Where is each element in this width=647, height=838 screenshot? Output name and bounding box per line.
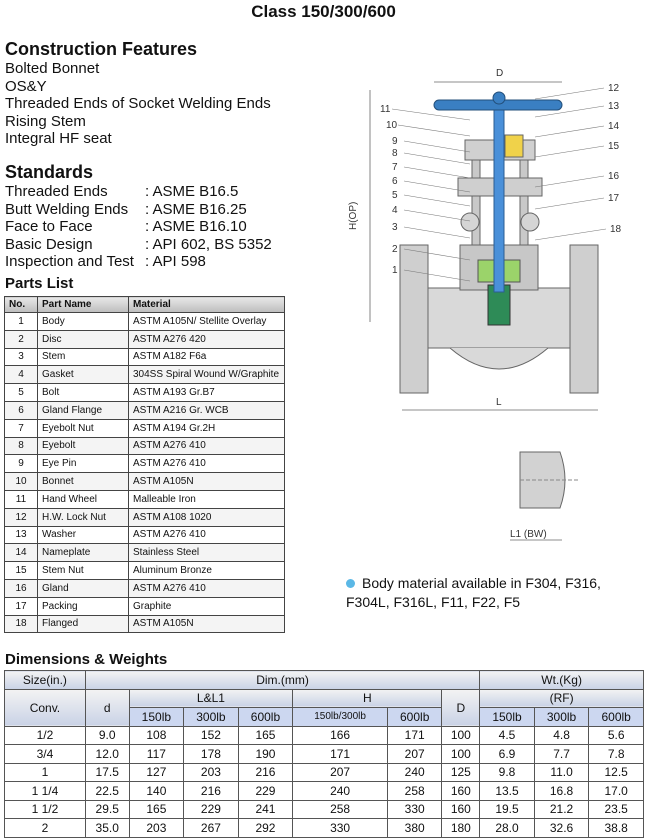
- parts-cell: H.W. Lock Nut: [38, 508, 129, 526]
- standard-row: [5, 253, 272, 271]
- callout-10: 10: [386, 120, 398, 131]
- leader-line: [535, 146, 604, 157]
- parts-cell: 4: [5, 366, 38, 384]
- standard-row: [5, 201, 272, 219]
- parts-row: [5, 473, 285, 491]
- dims-cell: 267: [184, 819, 239, 838]
- construction-item: Rising Stem: [5, 112, 86, 130]
- dims-cell: 9.8: [480, 763, 535, 782]
- parts-cell: Gland: [38, 579, 129, 597]
- callout-13: 13: [608, 101, 620, 112]
- dims-cell: 127: [129, 763, 184, 782]
- parts-cell: ASTM A276 410: [129, 579, 285, 597]
- parts-row: [5, 384, 285, 402]
- label-l1: L1 (BW): [510, 529, 547, 540]
- dims-cell: 2: [5, 819, 86, 838]
- rf-header: (RF): [480, 689, 644, 708]
- parts-cell: Packing: [38, 597, 129, 615]
- callout-2: 2: [392, 244, 398, 255]
- callout-8: 8: [392, 148, 398, 159]
- parts-cell: 11: [5, 490, 38, 508]
- parts-cell: Eyebolt: [38, 437, 129, 455]
- dims-cell: 241: [238, 800, 293, 819]
- parts-row: [5, 330, 285, 348]
- d-small-header: d: [85, 689, 129, 726]
- dims-cell: 13.5: [480, 782, 535, 801]
- callout-3: 3: [392, 222, 398, 233]
- dim-sub-header: 600lb: [589, 708, 644, 727]
- parts-cell: Bonnet: [38, 473, 129, 491]
- dims-cell: 1 1/2: [5, 800, 86, 819]
- dims-cell: 3/4: [5, 745, 86, 764]
- parts-row: [5, 526, 285, 544]
- parts-cell: ASTM A105N: [129, 615, 285, 633]
- leader-line: [535, 88, 604, 99]
- parts-row: [5, 508, 285, 526]
- dims-cell: 16.8: [534, 782, 589, 801]
- parts-row: [5, 597, 285, 615]
- construction-item: Threaded Ends of Socket Welding Ends: [5, 95, 271, 112]
- callout-9: 9: [392, 136, 398, 147]
- standard-value: : ASME B16.5: [145, 183, 239, 200]
- callout-6: 6: [392, 176, 398, 187]
- dims-cell: 330: [293, 819, 388, 838]
- dims-cell: 207: [387, 745, 442, 764]
- lock-nut: [493, 92, 505, 104]
- parts-cell: 14: [5, 544, 38, 562]
- dim-sub-header: 150lb/300lb: [293, 708, 388, 727]
- dims-cell: 4.5: [480, 726, 535, 745]
- callout-18: 18: [610, 224, 622, 235]
- leader-line: [392, 109, 470, 120]
- standard-name: Inspection and Test: [5, 253, 134, 270]
- dims-row: [5, 763, 644, 782]
- dims-cell: 1/2: [5, 726, 86, 745]
- dims-cell: 19.5: [480, 800, 535, 819]
- standard-value: : API 598: [145, 253, 206, 270]
- wt-header: Wt.(Kg): [480, 671, 644, 690]
- leader-line: [535, 229, 606, 240]
- dims-cell: 258: [293, 800, 388, 819]
- dims-cell: 203: [129, 819, 184, 838]
- parts-row: [5, 615, 285, 633]
- parts-cell: 10: [5, 473, 38, 491]
- parts-cell: Eye Pin: [38, 455, 129, 473]
- parts-cell: 3: [5, 348, 38, 366]
- parts-table: [4, 296, 285, 633]
- standard-value: : API 602, BS 5352: [145, 235, 272, 253]
- dims-cell: 32.6: [534, 819, 589, 838]
- parts-cell: 8: [5, 437, 38, 455]
- leader-line: [404, 153, 470, 164]
- dims-cell: 28.0: [480, 819, 535, 838]
- callout-4: 4: [392, 205, 398, 216]
- dim-header: Dim.(mm): [85, 671, 479, 690]
- parts-cell: Stem Nut: [38, 562, 129, 580]
- label-l: L: [496, 397, 502, 408]
- dims-cell: 23.5: [589, 800, 644, 819]
- dim-sub-header: 300lb: [534, 708, 589, 727]
- construction-list: [5, 60, 271, 148]
- dims-cell: 6.9: [480, 745, 535, 764]
- label-h: H(OP): [348, 201, 359, 230]
- right-flange: [570, 245, 598, 393]
- body-bottom: [450, 348, 548, 369]
- dims-cell: 100: [442, 745, 480, 764]
- dims-cell: 160: [442, 782, 480, 801]
- dims-cell: 240: [293, 782, 388, 801]
- parts-cell: ASTM A276 410: [129, 455, 285, 473]
- dims-cell: 203: [184, 763, 239, 782]
- dims-cell: 9.0: [85, 726, 129, 745]
- dims-cell: 5.6: [589, 726, 644, 745]
- standard-name: Basic Design: [5, 235, 93, 253]
- parts-cell: ASTM A216 Gr. WCB: [129, 401, 285, 419]
- parts-cell: ASTM A105N/ Stellite Overlay: [129, 313, 285, 331]
- parts-cell: ASTM A194 Gr.2H: [129, 419, 285, 437]
- page-title: Class 150/300/600: [251, 2, 396, 21]
- parts-cell: 2: [5, 330, 38, 348]
- standard-name: Threaded Ends: [5, 183, 108, 200]
- leader-line: [535, 176, 604, 187]
- parts-cell: Graphite: [129, 597, 285, 615]
- parts-cell: ASTM A276 410: [129, 437, 285, 455]
- parts-row: [5, 419, 285, 437]
- standards-section: [5, 162, 272, 271]
- parts-cell: ASTM A108 1020: [129, 508, 285, 526]
- parts-cell: Body: [38, 313, 129, 331]
- leader-line: [404, 167, 470, 178]
- dims-cell: 216: [238, 763, 293, 782]
- standard-value: : ASME B16.25: [145, 200, 247, 218]
- dim-sub-header: 150lb: [480, 708, 535, 727]
- dims-cell: 165: [129, 800, 184, 819]
- h-header: H: [293, 689, 442, 708]
- eyebolt-left: [461, 213, 479, 231]
- dims-cell: 1: [5, 763, 86, 782]
- dims-cell: 17.5: [85, 763, 129, 782]
- parts-cell: Stainless Steel: [129, 544, 285, 562]
- dims-cell: 100: [442, 726, 480, 745]
- parts-cell: 18: [5, 615, 38, 633]
- parts-cell: Eyebolt Nut: [38, 419, 129, 437]
- parts-cell: 13: [5, 526, 38, 544]
- construction-section: [5, 39, 271, 148]
- parts-cell: ASTM A105N: [129, 473, 285, 491]
- parts-cell: ASTM A182 F6a: [129, 348, 285, 366]
- dimensions-table: [4, 670, 644, 838]
- parts-cell: 304SS Spiral Wound W/Graphite: [129, 366, 285, 384]
- callout-17: 17: [608, 193, 620, 204]
- parts-row: [5, 366, 285, 384]
- dims-cell: 380: [387, 819, 442, 838]
- d-large-header: D: [442, 689, 480, 726]
- construction-item: Integral HF seat: [5, 130, 112, 147]
- parts-cell: Hand Wheel: [38, 490, 129, 508]
- standard-row: [5, 236, 272, 254]
- leader-line: [398, 125, 470, 136]
- dims-row: [5, 782, 644, 801]
- size-header: Size(in.): [5, 671, 86, 690]
- parts-cell: Bolt: [38, 384, 129, 402]
- dims-row: [5, 819, 644, 838]
- parts-cell: Washer: [38, 526, 129, 544]
- construction-item: OS&Y: [5, 77, 47, 95]
- dims-cell: 35.0: [85, 819, 129, 838]
- dims-cell: 160: [442, 800, 480, 819]
- label-d: D: [496, 68, 504, 79]
- callout-7: 7: [392, 162, 398, 173]
- parts-cell: 15: [5, 562, 38, 580]
- dimensions-heading: Dimensions & Weights: [5, 651, 168, 668]
- dims-cell: 171: [387, 726, 442, 745]
- parts-cell: 16: [5, 579, 38, 597]
- callout-15: 15: [608, 141, 620, 152]
- note-text: Body material available in F304, F316, F304L, F316L, F11, F22, F5: [346, 575, 601, 610]
- parts-row: [5, 348, 285, 366]
- bullet-icon: [346, 579, 355, 588]
- left-flange: [400, 245, 428, 393]
- yoke-right: [520, 160, 528, 245]
- leader-line: [404, 195, 470, 206]
- dims-cell: 38.8: [589, 819, 644, 838]
- stem-nut: [505, 135, 523, 157]
- parts-row: [5, 437, 285, 455]
- parts-header-cell: Material: [129, 297, 285, 313]
- parts-header-cell: No.: [5, 297, 38, 313]
- parts-cell: 7: [5, 419, 38, 437]
- valve-drawing: [330, 60, 647, 560]
- dims-cell: 29.5: [85, 800, 129, 819]
- dim-sub-header: 150lb: [129, 708, 184, 727]
- standard-name: Butt Welding Ends: [5, 200, 129, 218]
- conv-header: Conv.: [5, 689, 86, 726]
- dims-cell: 125: [442, 763, 480, 782]
- parts-row: [5, 401, 285, 419]
- dims-cell: 207: [293, 763, 388, 782]
- eyebolt-right: [521, 213, 539, 231]
- leader-line: [535, 126, 604, 137]
- parts-cell: Flanged: [38, 615, 129, 633]
- dims-cell: 12.0: [85, 745, 129, 764]
- dims-cell: 178: [184, 745, 239, 764]
- dims-cell: 190: [238, 745, 293, 764]
- dim-sub-header: 300lb: [184, 708, 239, 727]
- dims-cell: 7.8: [589, 745, 644, 764]
- parts-cell: Malleable Iron: [129, 490, 285, 508]
- dims-cell: 108: [129, 726, 184, 745]
- parts-cell: Aluminum Bronze: [129, 562, 285, 580]
- dims-cell: 240: [387, 763, 442, 782]
- parts-cell: 5: [5, 384, 38, 402]
- dims-cell: 1 1/4: [5, 782, 86, 801]
- standard-value: : ASME B16.10: [145, 218, 247, 235]
- callout-1: 1: [392, 265, 398, 276]
- parts-cell: Stem: [38, 348, 129, 366]
- dims-cell: 166: [293, 726, 388, 745]
- dims-cell: 4.8: [534, 726, 589, 745]
- dims-row: [5, 745, 644, 764]
- ll1-header: L&L1: [129, 689, 293, 708]
- dims-cell: 17.0: [589, 782, 644, 801]
- callout-12: 12: [608, 83, 620, 94]
- dims-cell: 229: [184, 800, 239, 819]
- construction-heading: Construction Features: [5, 39, 198, 59]
- standard-row: [5, 183, 272, 201]
- parts-cell: 17: [5, 597, 38, 615]
- dims-cell: 12.5: [589, 763, 644, 782]
- parts-cell: Disc: [38, 330, 129, 348]
- parts-cell: 9: [5, 455, 38, 473]
- standard-name: Face to Face: [5, 218, 93, 235]
- dims-row: [5, 726, 644, 745]
- parts-cell: ASTM A193 Gr.B7: [129, 384, 285, 402]
- parts-row: [5, 544, 285, 562]
- dims-cell: 216: [184, 782, 239, 801]
- dims-row: [5, 800, 644, 819]
- parts-row: [5, 562, 285, 580]
- parts-row: [5, 455, 285, 473]
- dims-cell: 292: [238, 819, 293, 838]
- dims-cell: 171: [293, 745, 388, 764]
- dims-cell: 7.7: [534, 745, 589, 764]
- stem: [494, 102, 504, 292]
- parts-row: [5, 313, 285, 331]
- parts-cell: Gasket: [38, 366, 129, 384]
- leader-line: [535, 198, 604, 209]
- yoke-left: [472, 160, 480, 245]
- parts-cell: ASTM A276 410: [129, 526, 285, 544]
- parts-cell: 12: [5, 508, 38, 526]
- parts-header-cell: Part Name: [38, 297, 129, 313]
- dims-cell: 21.2: [534, 800, 589, 819]
- callout-14: 14: [608, 121, 620, 132]
- dims-cell: 258: [387, 782, 442, 801]
- dims-cell: 152: [184, 726, 239, 745]
- parts-cell: 6: [5, 401, 38, 419]
- standards-heading: Standards: [5, 162, 94, 182]
- standard-row: [5, 218, 272, 236]
- parts-row: [5, 579, 285, 597]
- dims-cell: 22.5: [85, 782, 129, 801]
- parts-cell: Nameplate: [38, 544, 129, 562]
- leader-line: [404, 141, 470, 152]
- dims-cell: 11.0: [534, 763, 589, 782]
- parts-cell: ASTM A276 420: [129, 330, 285, 348]
- dims-cell: 330: [387, 800, 442, 819]
- dims-cell: 180: [442, 819, 480, 838]
- callout-5: 5: [392, 190, 398, 201]
- leader-line: [404, 227, 470, 238]
- construction-item: Bolted Bonnet: [5, 60, 100, 77]
- dims-cell: 117: [129, 745, 184, 764]
- dim-sub-header: 600lb: [387, 708, 442, 727]
- material-note: [346, 574, 636, 612]
- parts-cell: Gland Flange: [38, 401, 129, 419]
- dim-sub-header: 600lb: [238, 708, 293, 727]
- callout-16: 16: [608, 171, 620, 182]
- dims-cell: 165: [238, 726, 293, 745]
- parts-heading: Parts List: [5, 275, 74, 292]
- leader-line: [404, 210, 470, 221]
- parts-cell: 1: [5, 313, 38, 331]
- dims-cell: 140: [129, 782, 184, 801]
- parts-row: [5, 490, 285, 508]
- dims-cell: 229: [238, 782, 293, 801]
- standards-list: [5, 183, 272, 271]
- callout-11: 11: [380, 104, 391, 115]
